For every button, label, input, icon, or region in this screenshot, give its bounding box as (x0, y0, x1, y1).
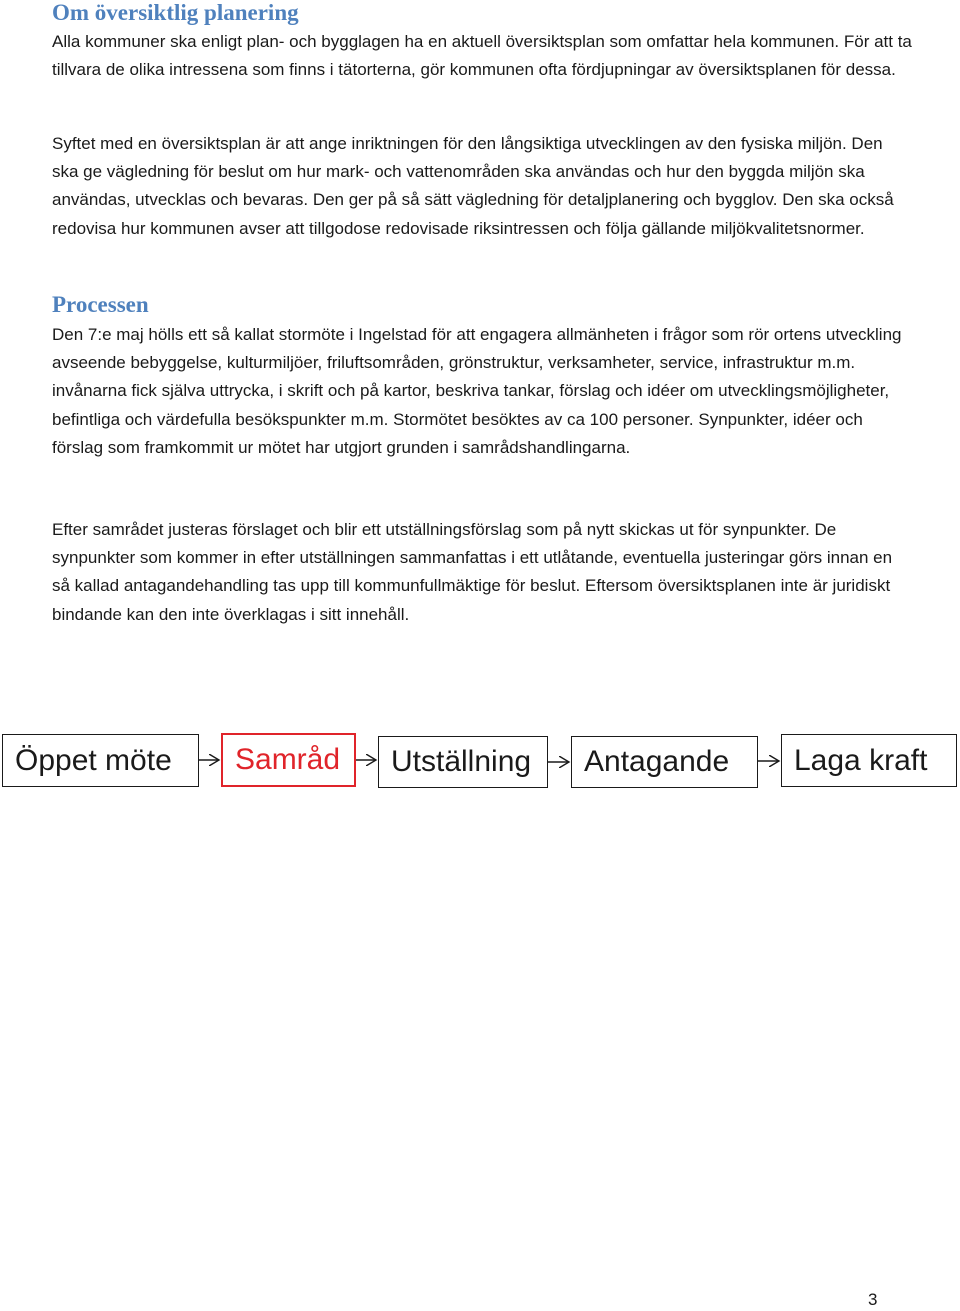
flow-step-utstallning (378, 736, 548, 788)
page-number: 3 (868, 1290, 878, 1309)
flow-step-label: Öppet möte (15, 743, 172, 777)
flow-step-label: Laga kraft (794, 743, 928, 777)
paragraph-syftet: Syftet med en översiktsplan är att ange inriktningen för den långsiktiga utvecklingen av den fysiska miljön. Den ska ge vägledning för beslut om hur mark- och vattenområden ska användas och hur den byggda miljön ska användas, utvecklas och bevaras. Den ger på så sätt vägledning för detaljplanering och bygglov. Den ska också redovisa hur kommunen avser att tillgodose redovisade riksintressen och följa gällande miljökvalitetsnormer. (52, 134, 894, 238)
flow-step-laga-kraft (781, 734, 957, 787)
flow-step-label: Samråd (235, 743, 341, 776)
flow-step-label: Utställning (391, 745, 532, 778)
paragraph-stormote: Den 7:e maj hölls ett så kallat stormöte i Ingelstad för att engagera allmänheten i frågor som rör ortens utveckling avseende bebyggelse, kulturmiljöer, friluftsområden, grönstruktur, verksamheter, service, infrastruktur m.m. invånarna fick själva uttrycka, i skrift och på kartor, beskriva tankar, förslag och idéer om utvecklingsmöjligheter, befintliga och värdefulla besökspunkter m.m. Stormötet besöktes av ca 100 personer. Synpunkter, idéer och förslag som framkommit ur mötet har utgjort grunden i samrådshandlingarna. (52, 325, 902, 457)
flow-step-oppet-mote (2, 734, 199, 787)
flow-step-label: Antagande (584, 745, 730, 778)
section-heading-oversiktlig-planering: Om översiktlig planering (52, 0, 299, 25)
flow-step-samrad (221, 733, 356, 787)
flow-step-antagande (571, 736, 758, 788)
section-heading-processen: Processen (52, 292, 149, 317)
paragraph-samradet: Efter samrådet justeras förslaget och blir ett utställningsförslag som på nytt skickas ut för synpunkter. De synpunkter som kommer in efter utställningen sammanfattas i ett utlåtande, eventuella justeringar görs innan en så kallad antagandehandling tas upp till kommunfullmäktige för beslut. Eftersom översiktsplanen inte är juridiskt bindande kan den inte överklagas i sitt innehåll. (52, 520, 893, 624)
paragraph-kommuner: Alla kommuner ska enligt plan- och bygglagen ha en aktuell översiktsplan som omfattar hela kommunen. För att ta tillvara de olika intressena som finns i tätorterna, gör kommunen ofta fördjupningar av översiktsplanen för dessa. (52, 32, 912, 80)
